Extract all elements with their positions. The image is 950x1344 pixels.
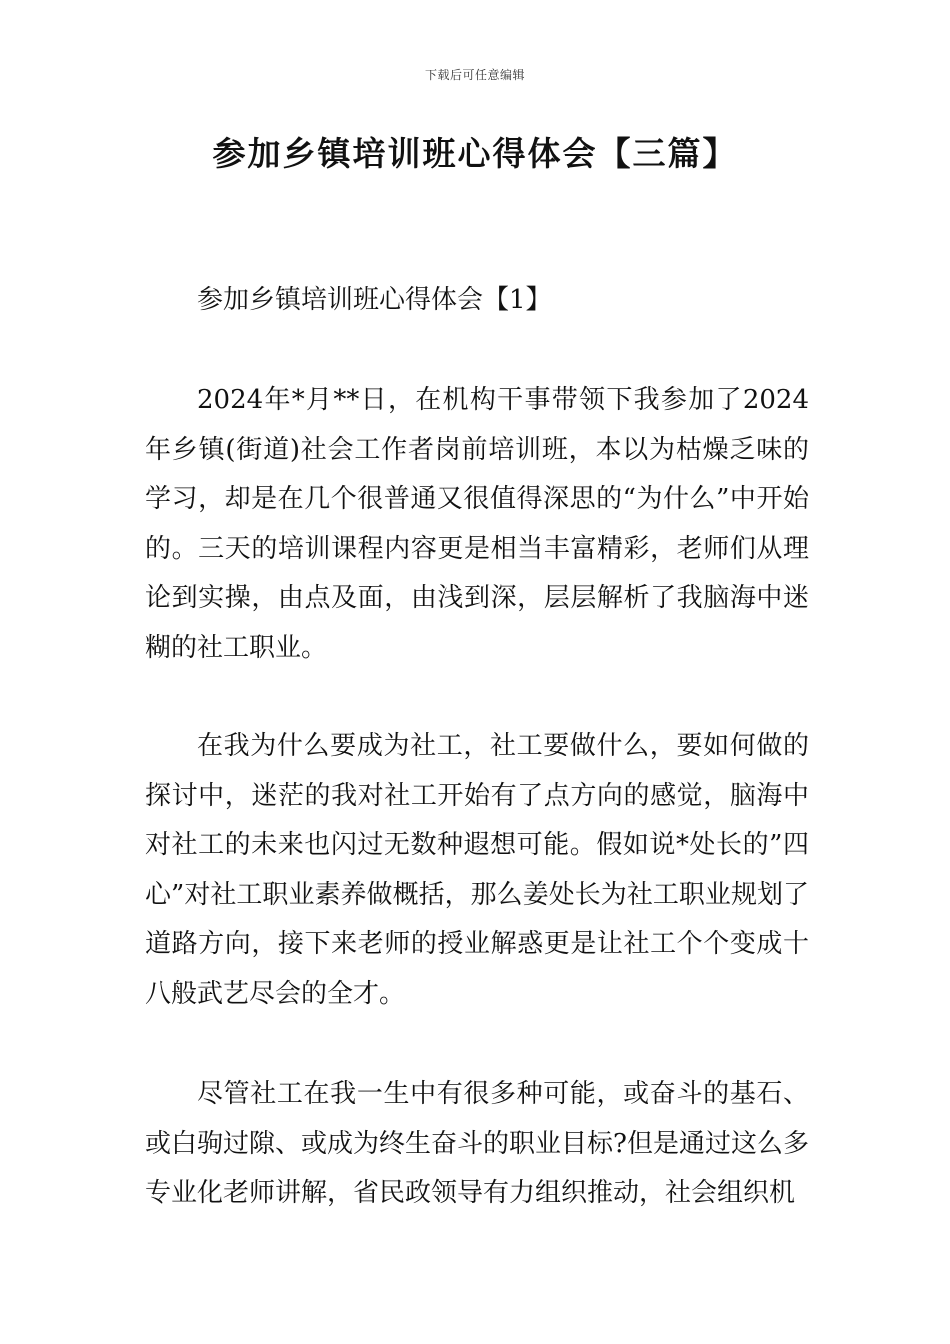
paragraph-3 [145, 1070, 809, 1219]
paragraph-text: 在我为什么要成为社工，社工要做什么，要如何做的探讨中，迷茫的我对社工开始有了点方向的感觉，脑海中对社工的未来也闪过无数种遐想可能。假如说*处长的”四心”对社工职业素养做概括，那么姜处长为社工职业规划了道路方向，接下来老师的授业解惑更是让社工个个变成十八般武艺尽会的全才。 [145, 731, 809, 1009]
section-heading: 参加乡镇培训班心得体会【1】 [197, 285, 552, 315]
document-title: 参加乡镇培训班心得体会【三篇】 [212, 134, 738, 173]
paragraph-text: 尽管社工在我一生中有很多种可能，或奋斗的基石、或白驹过隙、或成为终生奋斗的职业目标?但是通过这么多专业化老师讲解，省民政领导有力组织推动，社会组织机 [145, 1079, 809, 1208]
header-note: 下载后可任意编辑 [424, 68, 525, 82]
paragraph-2 [145, 722, 809, 1019]
paragraph-text: 2024年*月**日，在机构干事带领下我参加了2024年乡镇(街道)社会工作者岗前培训班，本以为枯燥乏味的学习，却是在几个很普通又很值得深思的“为什么”中开始的。三天的培训课程内容更是相当丰富精彩，老师们从理论到实操，由点及面，由浅到深，层层解析了我脑海中迷糊的社工职业。 [145, 385, 809, 663]
paragraph-1 [145, 376, 809, 673]
